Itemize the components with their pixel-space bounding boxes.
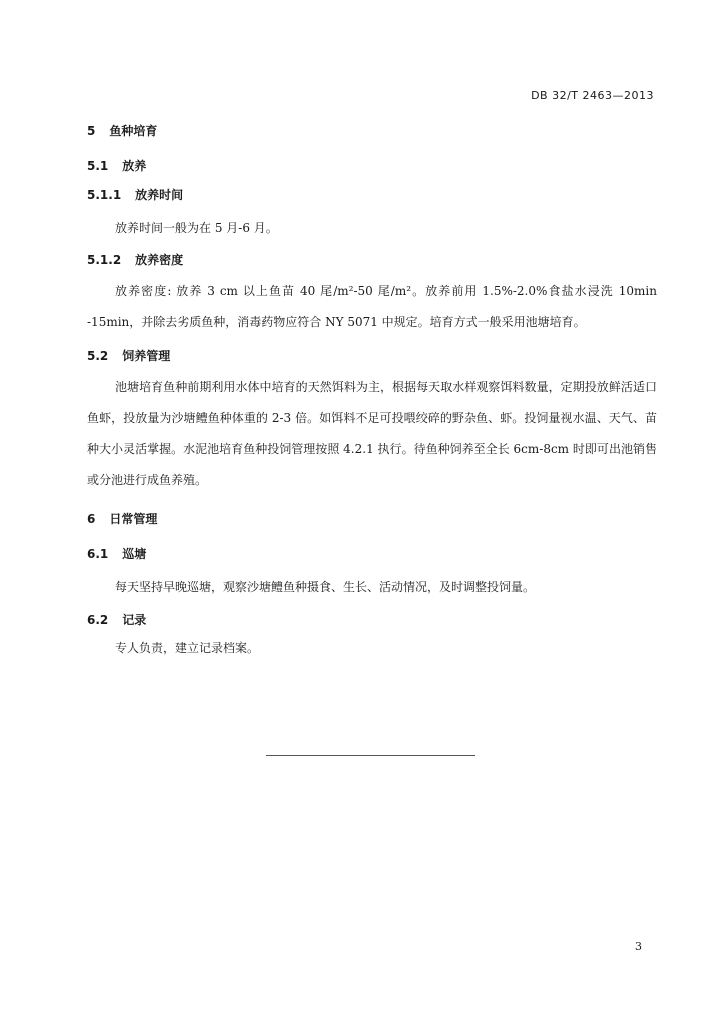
section-title: 日常管理	[109, 512, 158, 526]
section-6-heading	[87, 510, 157, 527]
section-number: 6	[87, 512, 96, 526]
section-title: 放养	[122, 159, 147, 173]
section-title: 鱼种培育	[109, 124, 158, 138]
section-5-1-2-text: 放养密度: 放养 3 cm 以上鱼苗 40 尾/m²-50 尾/m²。放养前用 1.5%-2.0%食盐水浸洗 10min -15min，并除去劣质鱼种，消毒药物应符合 NY 5071 中规定。培育方式一般采用池塘培育。	[87, 284, 657, 329]
section-6-2-text: 专人负责，建立记录档案。	[115, 641, 260, 655]
section-5-2-heading	[87, 347, 170, 364]
section-6-1-text: 每天坚持早晚巡塘，观察沙塘鳢鱼种摄食、生长、活动情况，及时调整投饲量。	[115, 580, 536, 594]
section-number: 6.2	[87, 613, 109, 627]
section-title: 饲养管理	[122, 349, 171, 363]
section-number: 6.1	[87, 547, 109, 561]
end-of-text-rule	[266, 755, 475, 756]
section-5-1-heading	[87, 157, 146, 174]
section-5-2-text: 池塘培育鱼种前期利用水体中培育的天然饵料为主，根据每天取水样观察饵料数量，定期投放鲜活适口鱼虾，投放量为沙塘鳢鱼种体重的 2-3 倍。如饵料不足可投喂绞碎的野杂鱼、虾。投饲量视水温、天气、苗种大小灵活掌握。水泥池培育鱼种投饲管理按照 4.2.1 执行。待鱼种饲养至全长 6cm-8cm 时即可出池销售或分池进行成鱼养殖。	[87, 380, 657, 487]
section-number: 5.2	[87, 349, 109, 363]
section-title: 巡塘	[122, 547, 147, 561]
section-5-1-1-text: 放养时间一般为在 5 月-6 月。	[115, 221, 278, 235]
section-number: 5.1.1	[87, 188, 122, 202]
section-number: 5	[87, 124, 96, 138]
section-title: 记录	[122, 613, 147, 627]
section-6-1-heading	[87, 545, 146, 562]
section-5-heading	[87, 122, 157, 139]
section-6-2-heading	[87, 611, 146, 628]
section-5-1-1-heading	[87, 186, 183, 203]
standard-code: DB 32/T 2463—2013	[531, 89, 654, 102]
section-5-1-2-heading	[87, 251, 183, 268]
section-title: 放养时间	[135, 188, 184, 202]
section-title: 放养密度	[135, 253, 184, 267]
section-number: 5.1	[87, 159, 109, 173]
page-number: 3	[635, 940, 642, 953]
section-number: 5.1.2	[87, 253, 122, 267]
